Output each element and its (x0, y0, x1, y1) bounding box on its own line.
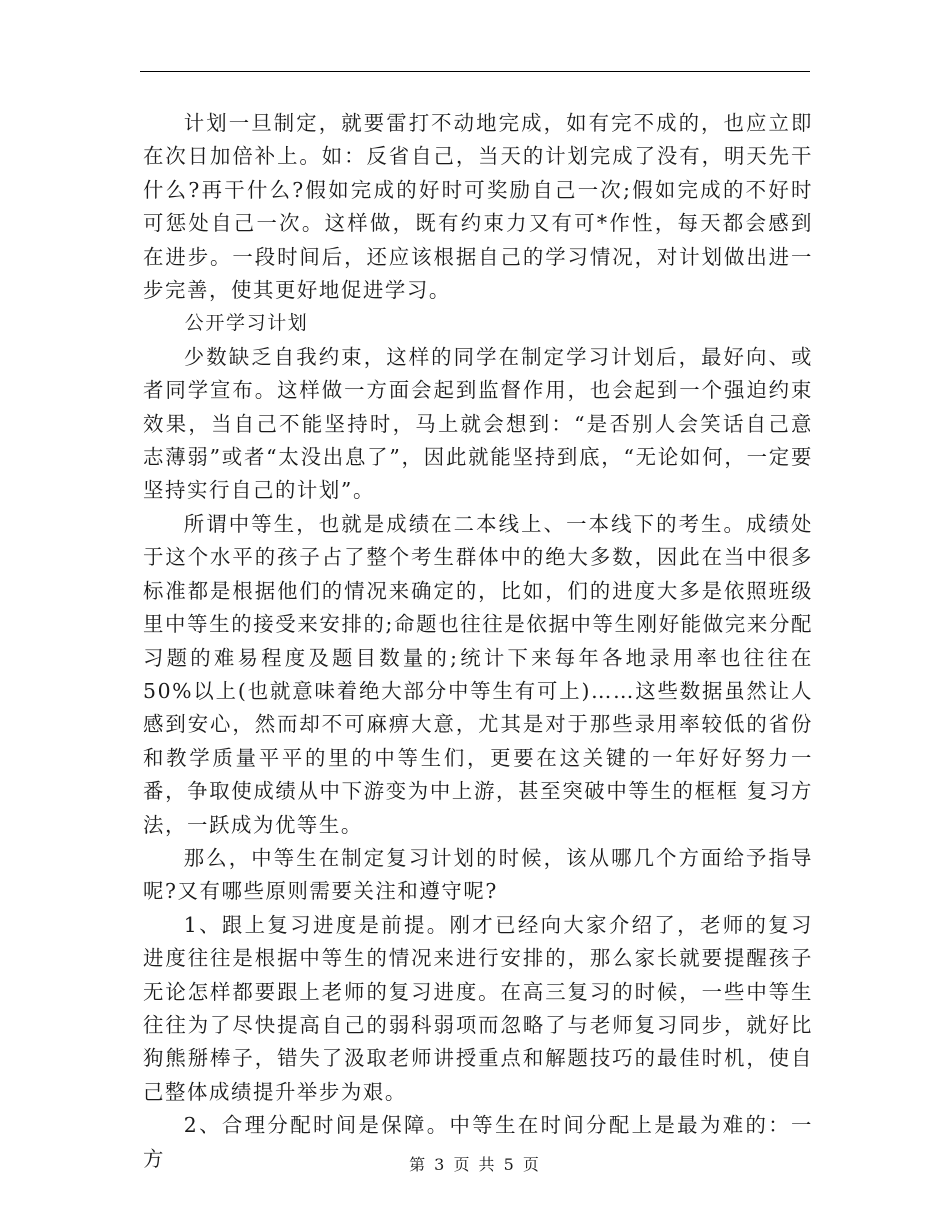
paragraph-average-students: 所谓中等生，也就是成绩在二本线上、一本线下的考生。成绩处于这个水平的孩子占了整个考生群体中的绝大多数，因此在当中很多标准都是根据他们的情况来确定的，比如，们的进度大多是依照班级里中等生的接受来安排的;命题也往往是依据中等生刚好能做完来分配习题的难易程度及题目数量的;统计下来每年各地录用率也往往在50%以上(也就意味着绝大部分中等生有可上)……这些数据虽然让人感到安心，然而却不可麻痹大意，尤其是对于那些录用率较低的省份和教学质量平平的里的中等生们，更要在这关键的一年好好努力一番，争取使成绩从中下游变为中上游，甚至突破中等生的框框 复习方法，一跃成为优等生。 (143, 511, 813, 837)
paragraph-guidance-question: 那么，中等生在制定复习计划的时候，该从哪几个方面给予指导呢?又有哪些原则需要关注和遵守呢? (143, 845, 813, 904)
paragraph-plan-execution: 计划一旦制定，就要雷打不动地完成，如有完不成的，也应立即在次日加倍补上。如：反省自己，当天的计划完成了没有，明天先干什么?再干什么?假如完成的好时可奖励自己一次;假如完成的不好时可惩处自己一次。这样做，既有约束力又有可*作性，每天都会感到在进步。一段时间后，还应该根据自己的学习情况，对计划做出进一步完善，使其更好地促进学习。 (143, 111, 813, 303)
body-text (143, 107, 813, 1176)
paragraph-point-2: 2、合理分配时间是保障。中等生在时间分配上是最为难的：一方 (143, 1113, 813, 1171)
paragraph-point-1: 1、跟上复习进度是前提。刚才已经向大家介绍了，老师的复习进度往往是根据中等生的情况来进行安排的，那么家长就要提醒孩子无论怎样都要跟上老师的复习进度。在高三复习的时候，一些中等生往往为了尽快提高自己的弱科弱项而忽略了与老师复习同步，就好比狗熊掰棒子，错失了汲取老师讲授重点和解题技巧的最佳时机，使自己整体成绩提升举步为艰。 (143, 912, 813, 1104)
page-number-footer: 第 3 页 共 5 页 (409, 1155, 541, 1174)
section-heading-public-plan: 公开学习计划 (184, 312, 309, 335)
header-rule (140, 71, 810, 72)
paragraph-self-discipline: 少数缺乏自我约束，这样的同学在制定学习计划后，最好向、或者同学宣布。这样做一方面会起到监督作用，也会起到一个强迫约束效果，当自己不能坚持时，马上就会想到：“是否别人会笑话自己意志薄弱”或者“太没出息了”，因此就能坚持到底，“无论如何，一定要坚持实行自己的计划”。 (143, 344, 813, 503)
